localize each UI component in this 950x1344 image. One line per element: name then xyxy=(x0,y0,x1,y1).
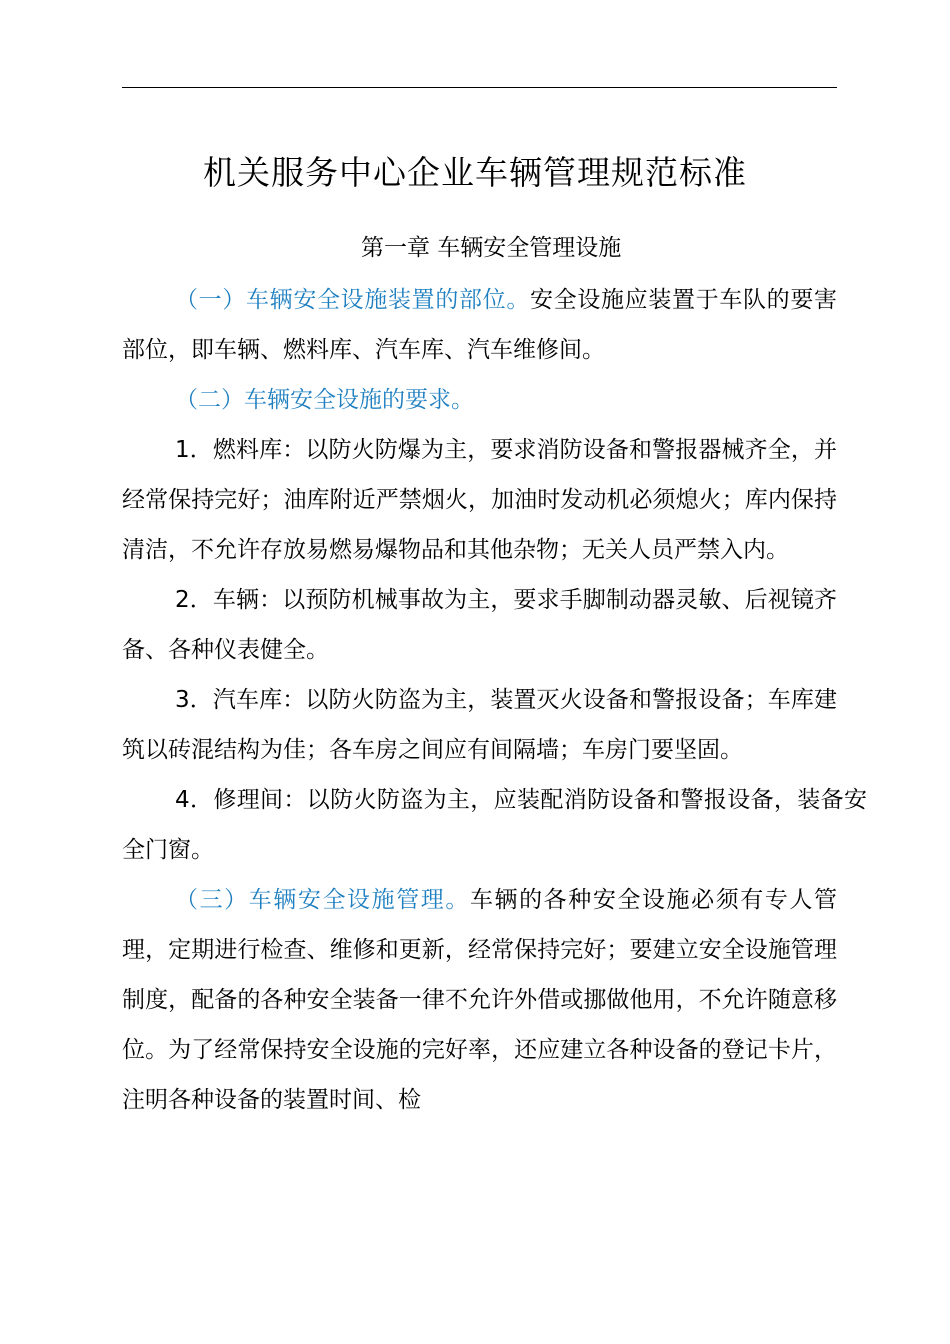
item-2-text: 2．车辆：以预防机械事故为主，要求手脚制动器灵敏、后视镜齐备、各种仪表健全。 xyxy=(122,587,837,663)
item-1-text: 1．燃料库：以防火防爆为主，要求消防设备和警报器械齐全，并经常保持完好；油库附近严禁烟火，加油时发动机必须熄火；库内保持清洁，不允许存放易燃易爆物品和其他杂物；无关人员严禁入内。 xyxy=(122,437,837,563)
section-3-heading: （三）车辆安全设施管理。 xyxy=(175,887,470,913)
header-rule xyxy=(122,87,837,88)
item-4-paragraph xyxy=(122,775,867,875)
item-3-text: 3．汽车库：以防火防盗为主，装置灭火设备和警报设备；车库建筑以砖混结构为佳；各车房之间应有间隔墙；车房门要坚固。 xyxy=(122,687,837,763)
section-3-paragraph xyxy=(122,875,837,1125)
section-3-text: 车辆的各种安全设施必须有专人管理，定期进行检查、维修和更新，经常保持完好；要建立安全设施管理制度，配备的各种安全装备一律不允许外借或挪做他用，不允许随意移位。为了经常保持安全设施的完好率，还应建立各种设备的登记卡片，注明各种设备的装置时间、检 xyxy=(122,887,838,1113)
section-2-heading: （二）车辆安全设施的要求。 xyxy=(175,387,474,413)
section-1-text: 安全设施应装置于车队的要害部位，即车辆、燃料库、汽车库、汽车维修间。 xyxy=(122,287,838,363)
item-2-paragraph xyxy=(122,575,837,675)
chapter-heading: 第一章 车辆安全管理设施 xyxy=(361,235,622,261)
section-2-paragraph xyxy=(122,375,837,425)
item-4-text: 4．修理间：以防火防盗为主，应装配消防设备和警报设备，装备安全门窗。 xyxy=(122,787,867,863)
item-3-paragraph xyxy=(122,675,837,775)
section-1-heading: （一）车辆安全设施装置的部位。 xyxy=(175,287,530,313)
document-body xyxy=(122,275,867,1125)
item-1-paragraph xyxy=(122,425,837,575)
section-1-paragraph xyxy=(122,275,837,375)
document-title: 机关服务中心企业车辆管理规范标准 xyxy=(203,153,747,192)
